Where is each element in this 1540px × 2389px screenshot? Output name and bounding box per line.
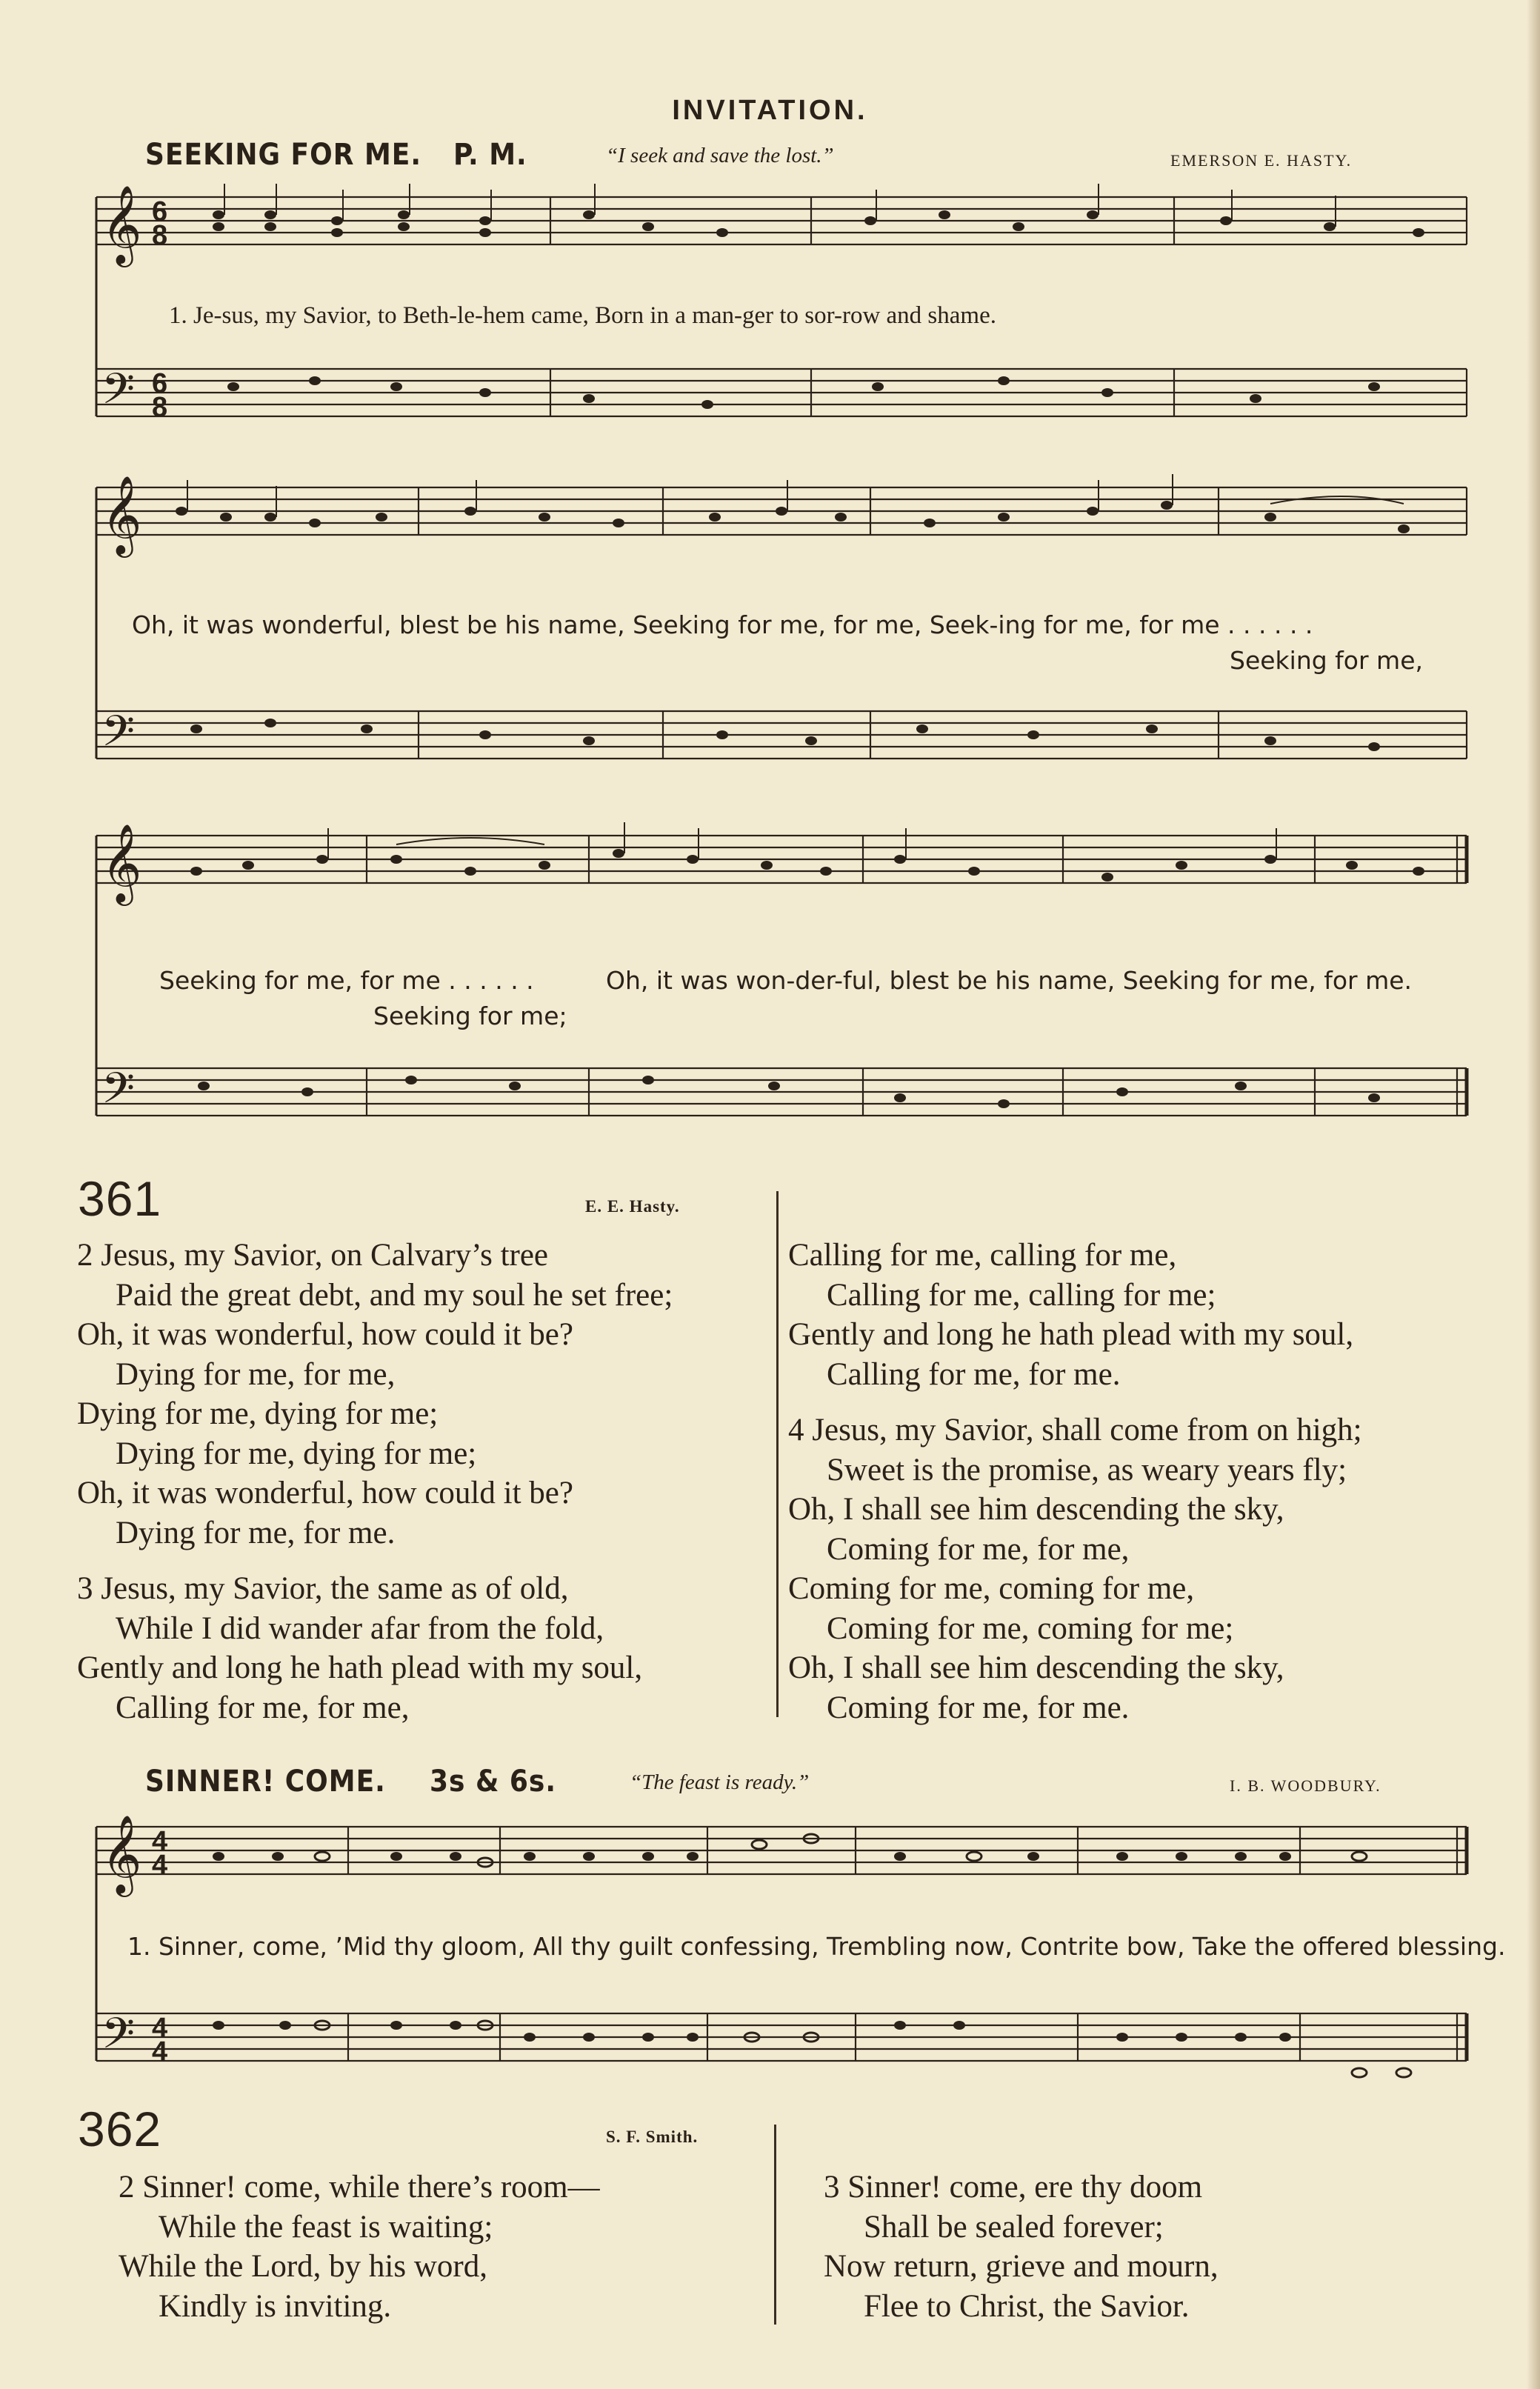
verse-3-line-8: Calling for me, for me.: [827, 1356, 1121, 1392]
verse-3-line-7: Gently and long he hath plead with my soul,: [788, 1317, 1354, 1352]
tune-composer-362: I. B. WOODBURY.: [1230, 1776, 1381, 1795]
verse-3-line-3: Gently and long he hath plead with my soul,: [77, 1650, 643, 1685]
verse-3-line-5: Calling for me, calling for me,: [788, 1238, 1177, 1273]
lyric-line-3-refrain: Oh, it was won-der-ful, blest be his name, Seeking for me, for me.: [606, 966, 1413, 995]
verse-4-line-8: Coming for me, for me.: [827, 1690, 1130, 1725]
verse-4-line-4: Coming for me, for me,: [827, 1531, 1130, 1567]
lyric-line-sinner-come: 1. Sinner, come, ’Mid thy gloom, All thy guilt confessing, Trembling now, Contrite bow, Take the offered blessing.: [127, 1932, 1506, 1961]
svg-text:6: 6: [152, 368, 168, 399]
svg-text:𝄞: 𝄞: [101, 1814, 142, 1893]
svg-text:6: 6: [152, 196, 168, 227]
column-divider-361: [776, 1191, 779, 1717]
svg-text:𝄢: 𝄢: [101, 706, 136, 767]
svg-text:4: 4: [152, 2036, 168, 2068]
section-heading: INVITATION.: [672, 95, 868, 126]
verse-3-line-6: Calling for me, calling for me;: [827, 1277, 1216, 1313]
verse-362-3-line-4: Flee to Christ, the Savior.: [864, 2288, 1190, 2324]
verse-2-line-3: Oh, it was wonderful, how could it be?: [77, 1317, 573, 1352]
tune-composer: EMERSON E. HASTY.: [1170, 151, 1353, 170]
svg-text:𝄞: 𝄞: [101, 475, 142, 554]
svg-text:𝄢: 𝄢: [101, 1063, 136, 1124]
verse-362-3-line-3: Now return, grieve and mourn,: [824, 2249, 1219, 2284]
page-edge-shadow: [1527, 0, 1540, 2389]
svg-text:𝄞: 𝄞: [101, 184, 142, 264]
svg-text:8: 8: [152, 392, 168, 423]
svg-text:8: 8: [152, 220, 168, 251]
tune-meter: P. M.: [453, 138, 527, 172]
verse-362-3-line-1: 3 Sinner! come, ere thy doom: [824, 2170, 1203, 2205]
verse-2-line-5: Dying for me, dying for me;: [77, 1396, 439, 1431]
svg-text:4: 4: [152, 1826, 168, 1857]
verse-4-line-7: Oh, I shall see him descending the sky,: [788, 1650, 1284, 1685]
lyric-line-3-echo: Seeking for me;: [373, 1002, 567, 1030]
verse-spacer: [788, 1394, 1362, 1410]
verse-2-line-4: Dying for me, for me,: [116, 1356, 396, 1392]
verse-3-line-2: While I did wander afar from the fold,: [116, 1610, 604, 1646]
verse-362-2-line-2: While the feast is waiting;: [159, 2209, 493, 2245]
lyric-line-2: Oh, it was wonderful, blest be his name, Seeking for me, for me, Seek-ing for me, for me . . . . . .: [132, 610, 1313, 639]
tune-meter-362: 3s & 6s.: [430, 1765, 557, 1799]
verse-4-line-5: Coming for me, coming for me,: [788, 1571, 1195, 1606]
svg-text:4: 4: [152, 2013, 168, 2044]
tune-motto-362: “The feast is ready.”: [630, 1770, 810, 1794]
verse-362-2-line-4: Kindly is inviting.: [159, 2288, 392, 2324]
verse-3-line-4: Calling for me, for me,: [116, 1690, 410, 1725]
hymn-361-left-column: [77, 1236, 673, 1727]
verse-4-line-3: Oh, I shall see him descending the sky,: [788, 1492, 1284, 1527]
lyric-line-2-echo: Seeking for me,: [1230, 646, 1423, 675]
verse-2-line-6: Dying for me, dying for me;: [116, 1436, 477, 1471]
verse-2-line-7: Oh, it was wonderful, how could it be?: [77, 1476, 573, 1510]
verse-362-3-line-2: Shall be sealed forever;: [864, 2209, 1164, 2245]
verse-3-line-1: 3 Jesus, my Savior, the same as of old,: [77, 1571, 569, 1606]
lyric-line-3: Seeking for me, for me . . . . . .: [159, 966, 534, 995]
svg-text:𝄢: 𝄢: [101, 2008, 136, 2069]
tune-title-seeking-for-me: SEEKING FOR ME.: [145, 138, 422, 172]
verse-2-line-1: 2 Jesus, my Savior, on Calvary’s tree: [77, 1238, 549, 1273]
verse-4-line-6: Coming for me, coming for me;: [827, 1610, 1234, 1646]
svg-text:4: 4: [152, 1850, 168, 1881]
verse-spacer: [77, 1553, 673, 1569]
svg-text:𝄢: 𝄢: [101, 364, 136, 424]
verse-4-line-1: 4 Jesus, my Savior, shall come from on high;: [788, 1413, 1362, 1447]
lyric-line-1: 1. Je-sus, my Savior, to Beth-le-hem came, Born in a man-ger to sor-row and shame.: [169, 302, 996, 329]
column-divider-362: [774, 2125, 776, 2325]
hymn-number-361: 361: [78, 1171, 162, 1226]
hymn-361-author: E. E. Hasty.: [585, 1197, 680, 1216]
svg-text:𝄞: 𝄞: [101, 823, 142, 902]
hymn-362-right-column: [824, 2168, 1219, 2326]
verse-362-2-line-3: While the Lord, by his word,: [119, 2249, 487, 2284]
verse-2-line-8: Dying for me, for me.: [116, 1515, 396, 1550]
tune-title-sinner-come: SINNER! COME.: [145, 1765, 386, 1799]
verse-362-2-line-1: 2 Sinner! come, while there’s room—: [119, 2170, 600, 2205]
verse-2-line-2: Paid the great debt, and my soul he set free;: [116, 1277, 673, 1313]
hymn-362-left-column: [119, 2168, 600, 2326]
hymn-361-right-column: [788, 1236, 1362, 1727]
verse-4-line-2: Sweet is the promise, as weary years fly;: [827, 1452, 1347, 1487]
tune-motto: “I seek and save the lost.”: [606, 144, 834, 167]
hymn-362-author: S. F. Smith.: [606, 2128, 699, 2146]
hymn-number-362: 362: [78, 2102, 162, 2156]
